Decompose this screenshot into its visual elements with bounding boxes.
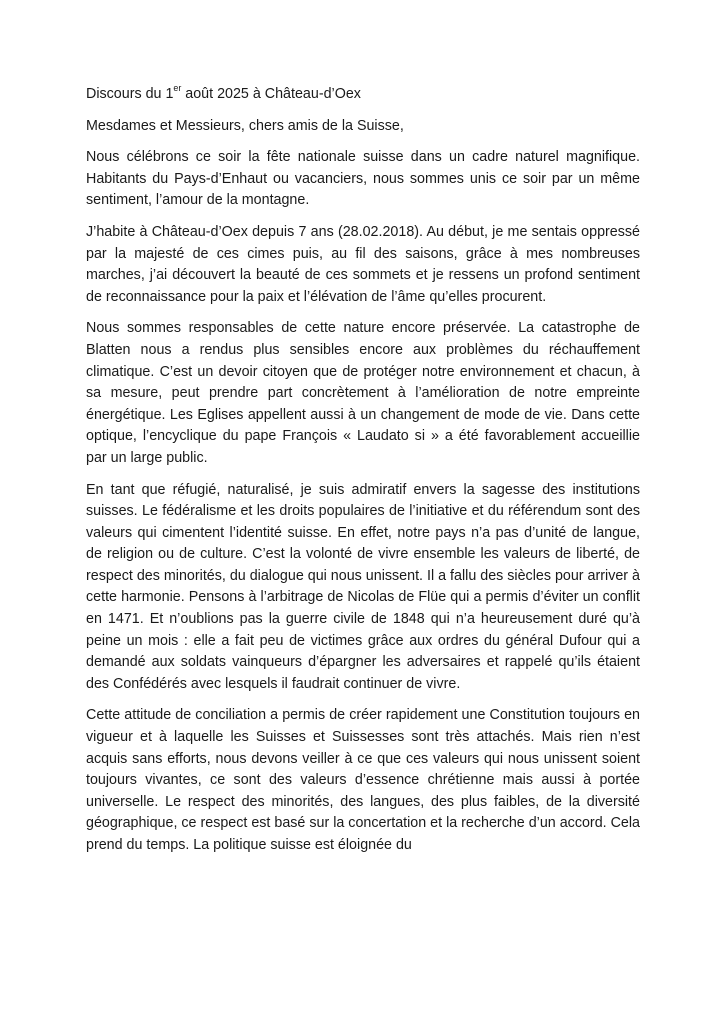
speech-title	[86, 84, 640, 106]
paragraph-3: Nous sommes responsables de cette nature encore préservée. La catastrophe de Blatten nous a rendus plus sensibles encore aux problèmes du réchauffement climatique. C’est un devoir citoyen que de protéger notre environnement et chacun, à sa mesure, peut prendre part concrètement à l’amélioration de notre empreinte énergétique. Les Eglises appellent aussi à un changement de mode de vie. Dans cette optique, l’encyclique du pape François « Laudato si » a été favorablement accueillie par un large public.	[86, 320, 640, 466]
speech-title-prefix: Discours du 1	[86, 86, 174, 102]
paragraph-5: Cette attitude de conciliation a permis de créer rapidement une Constitution toujours en vigueur et à laquelle les Suisses et Suissesses sont très attachés. Mais rien n’est acquis sans efforts, nous devons veiller à ce que ces valeurs qui nous unissent soient toujours vivantes, ce sont des valeurs d’essence chrétienne mais aussi à portée universelle. Le respect des minorités, des langues, des plus faibles, de la diversité géographique, ce respect est basé sur la concertation et la recherche d’un accord. Cela prend du temps. La politique suisse est éloignée du	[86, 707, 640, 853]
paragraph-2: J’habite à Château-d’Oex depuis 7 ans (28.02.2018). Au début, je me sentais oppressé par la majesté de ces cimes puis, au fil des saisons, grâce à mes nombreuses marches, j’ai découvert la beauté de ces sommets et je ressens un profond sentiment de reconnaissance pour la paix et l’élévation de l’âme qu’elles procurent.	[86, 223, 640, 305]
paragraph-4: En tant que réfugié, naturalisé, je suis admiratif envers la sagesse des institutions suisses. Le fédéralisme et les droits populaires de l’initiative et du référendum sont des valeurs qui cimentent l’identité suisse. En effet, notre pays n’a pas d’unité de langue, de religion ou de culture. C’est la volonté de vivre ensemble les valeurs de liberté, de respect des minorités, du dialogue qui nous unissent. Il a fallu des siècles pour arriver à cette harmonie. Pensons à l’arbitrage de Nicolas de Flüe qui a permis d’éviter un conflit en 1471. Et n’oublions pas la guerre civile de 1848 qui n’a heureusement duré qu’à peine un mois : elle a fait peu de victimes grâce aux ordres du général Dufour qui a demandé aux soldats vainqueurs d’épargner les adversaires et rappelé qu’ils étaient des Confédérés avec lesquels il faudrait continuer de vivre.	[86, 481, 640, 692]
paragraph-1: Nous célébrons ce soir la fête nationale suisse dans un cadre naturel magnifique. Habitants du Pays-d’Enhaut ou vacanciers, nous sommes unis ce soir par un même sentiment, l’amour de la montagne.	[86, 149, 640, 209]
speech-title-superscript: er	[173, 83, 182, 94]
salutation: Mesdames et Messieurs, chers amis de la Suisse,	[86, 117, 404, 134]
document-body	[86, 84, 640, 867]
speech-title-suffix: août 2025 à Château-d’Oex	[181, 86, 361, 102]
